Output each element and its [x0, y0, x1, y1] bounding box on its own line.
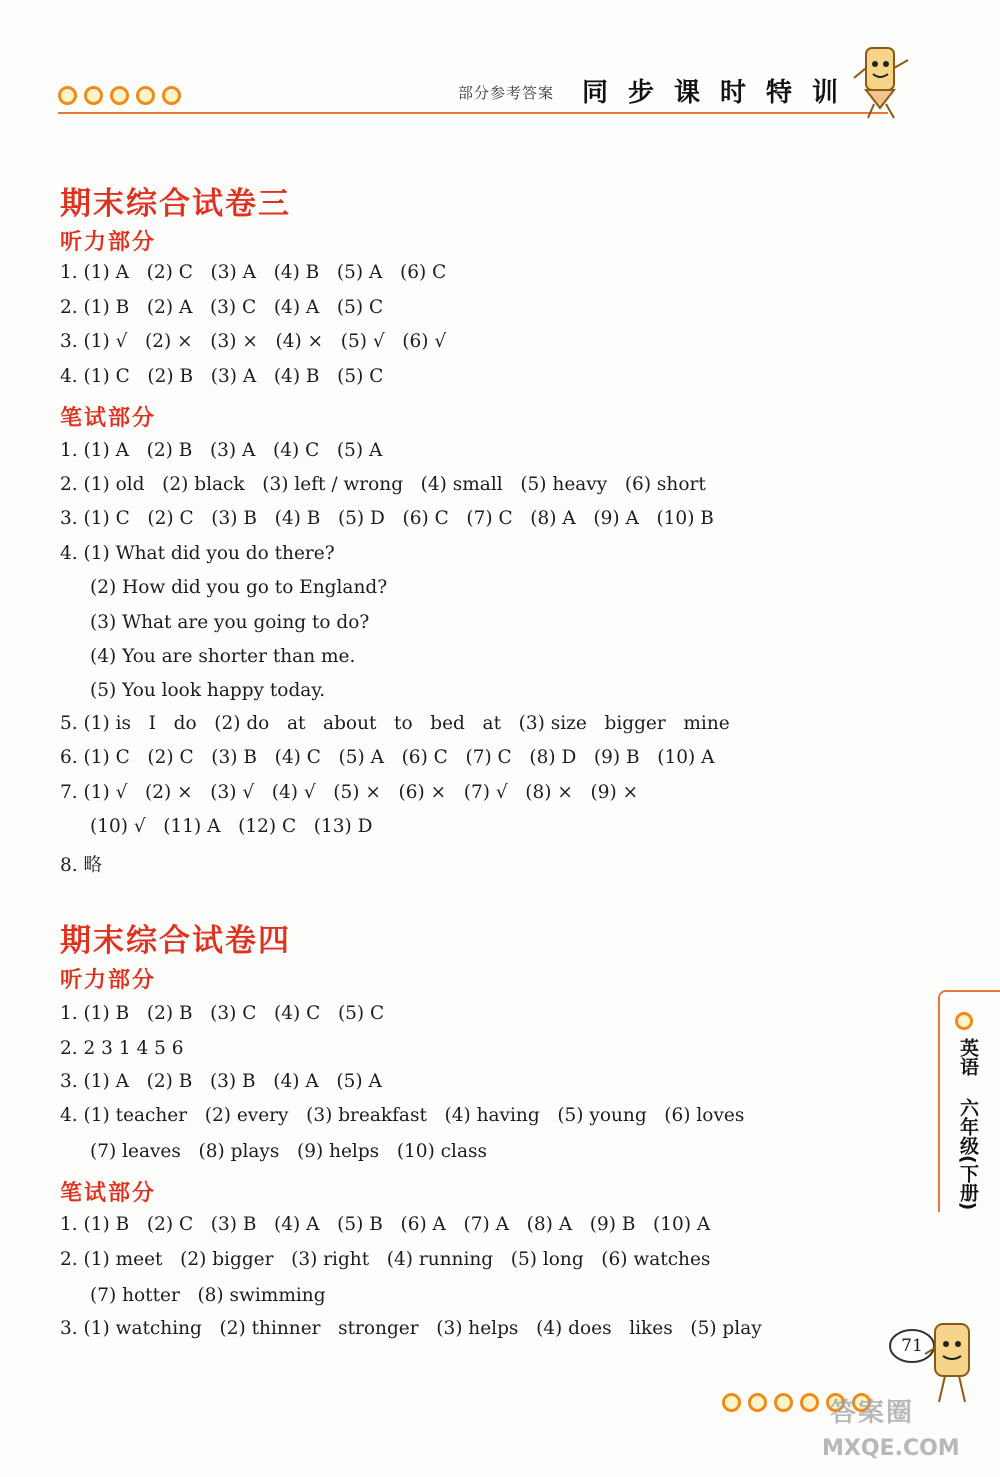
answer-line: 3. (1) watching (2) thinner stronger (3) helps (4) does likes (5) play [60, 1318, 762, 1339]
answer-line: 4. (1) teacher (2) every (3) breakfast (4) having (5) young (6) loves [60, 1105, 745, 1126]
answer-line: 4. (1) What did you do there? [60, 543, 335, 564]
answer-line: 1. (1) A (2) C (3) A (4) B (5) A (6) C [60, 262, 447, 283]
dot-icon [58, 86, 77, 105]
pencil-mascot-icon [848, 38, 918, 123]
answer-line: (5) You look happy today. [90, 680, 326, 701]
answer-line: 2. 2 3 1 4 5 6 [60, 1038, 184, 1059]
dot-icon [774, 1393, 793, 1412]
section-title: 期末综合试卷三 [60, 186, 291, 222]
answer-line: (4) You are shorter than me. [90, 646, 356, 667]
header-brand: 同步课时特训 [582, 78, 859, 108]
part-title: 听力部分 [60, 968, 157, 993]
dot-icon [955, 1012, 973, 1030]
dot-icon [800, 1393, 819, 1412]
watermark-url: MXQE.COM [822, 1436, 960, 1461]
answer-line: 2. (1) meet (2) bigger (3) right (4) running (5) long (6) watches [60, 1249, 711, 1270]
dot-icon [136, 86, 155, 105]
answer-line: 3. (1) C (2) C (3) B (4) B (5) D (6) C (7) C (8) A (9) A (10) B [60, 508, 714, 529]
answer-line: 7. (1) √ (2) × (3) √ (4) √ (5) × (6) × (7) √ (8) × (9) × [60, 782, 639, 803]
answer-line: 2. (1) old (2) black (3) left / wrong (4) small (5) heavy (6) short [60, 474, 706, 495]
part-title: 听力部分 [60, 230, 157, 255]
answer-line: 1. (1) B (2) C (3) B (4) A (5) B (6) A (7) A (8) A (9) B (10) A [60, 1214, 711, 1235]
dot-icon [162, 86, 181, 105]
answer-line: 1. (1) A (2) B (3) A (4) C (5) A [60, 440, 383, 461]
header-dots [58, 86, 181, 105]
dot-icon [722, 1393, 741, 1412]
answer-line: (7) leaves (8) plays (9) helps (10) class [90, 1141, 487, 1162]
answer-line: (3) What are you going to do? [90, 612, 370, 633]
answer-line: 2. (1) B (2) A (3) C (4) A (5) C [60, 297, 384, 318]
answer-line: 1. (1) B (2) B (3) C (4) C (5) C [60, 1003, 385, 1024]
header-subtitle: 部分参考答案 [458, 84, 555, 102]
answer-line: 3. (1) √ (2) × (3) × (4) × (5) √ (6) √ [60, 331, 447, 352]
dot-icon [748, 1393, 767, 1412]
page-header [0, 0, 1000, 130]
section-title: 期末综合试卷四 [60, 923, 291, 959]
watermark: 答案圈 [830, 1398, 915, 1428]
header-rule [58, 112, 888, 114]
side-subject: 英语 [957, 1038, 979, 1076]
answer-line: 5. (1) is I do (2) do at about to bed at (3) size bigger mine [60, 713, 730, 734]
page-number: 71 [901, 1336, 923, 1356]
answer-line: (10) √ (11) A (12) C (13) D [90, 816, 373, 837]
answer-line: 4. (1) C (2) B (3) A (4) B (5) C [60, 366, 384, 387]
answer-line: (7) hotter (8) swimming [90, 1285, 326, 1306]
side-grade: 六年级(下册) [957, 1098, 979, 1211]
answer-line: 8. 略 [60, 855, 103, 876]
answer-line: 6. (1) C (2) C (3) B (4) C (5) A (6) C (7) C (8) D (9) B (10) A [60, 747, 715, 768]
answer-line: (2) How did you go to England? [90, 577, 388, 598]
dot-icon [110, 86, 129, 105]
part-title: 笔试部分 [60, 1181, 157, 1206]
answer-line: 3. (1) A (2) B (3) B (4) A (5) A [60, 1071, 382, 1092]
dot-icon [84, 86, 103, 105]
part-title: 笔试部分 [60, 406, 157, 431]
